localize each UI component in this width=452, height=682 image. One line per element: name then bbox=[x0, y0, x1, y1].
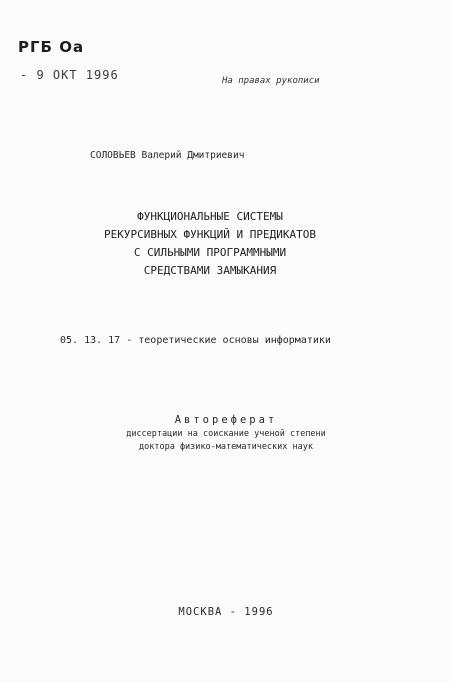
stamp-library-code: РГБ Оа bbox=[18, 38, 85, 56]
title-line: С СИЛЬНЫМИ ПРОГРАММНЫМИ bbox=[133, 246, 287, 259]
place-and-year: МОСКВА - 1996 bbox=[178, 606, 274, 618]
title-line: ФУНКЦИОНАЛЬНЫЕ СИСТЕМЫ bbox=[137, 210, 283, 223]
title-line: СРЕДСТВАМИ ЗАМЫКАНИЯ bbox=[143, 264, 277, 277]
specialty-code: 05. 13. 17 - теоретические основы информатики bbox=[60, 335, 331, 346]
rights-note: На правах рукописи bbox=[222, 76, 320, 86]
author-name: СОЛОВЬЕВ Валерий Дмитриевич bbox=[90, 150, 245, 161]
library-stamp bbox=[18, 38, 138, 98]
abstract-block bbox=[40, 412, 412, 454]
abstract-line: доктора физико-математических наук bbox=[139, 442, 313, 452]
abstract-heading: Автореферат bbox=[174, 414, 278, 426]
abstract-line: диссертации на соискание ученой степени bbox=[126, 429, 326, 439]
dissertation-title bbox=[60, 208, 360, 280]
stamp-date: - 9 ОКТ 1996 bbox=[20, 68, 119, 82]
title-line: РЕКУРСИВНЫХ ФУНКЦИЙ И ПРЕДИКАТОВ bbox=[104, 228, 316, 241]
